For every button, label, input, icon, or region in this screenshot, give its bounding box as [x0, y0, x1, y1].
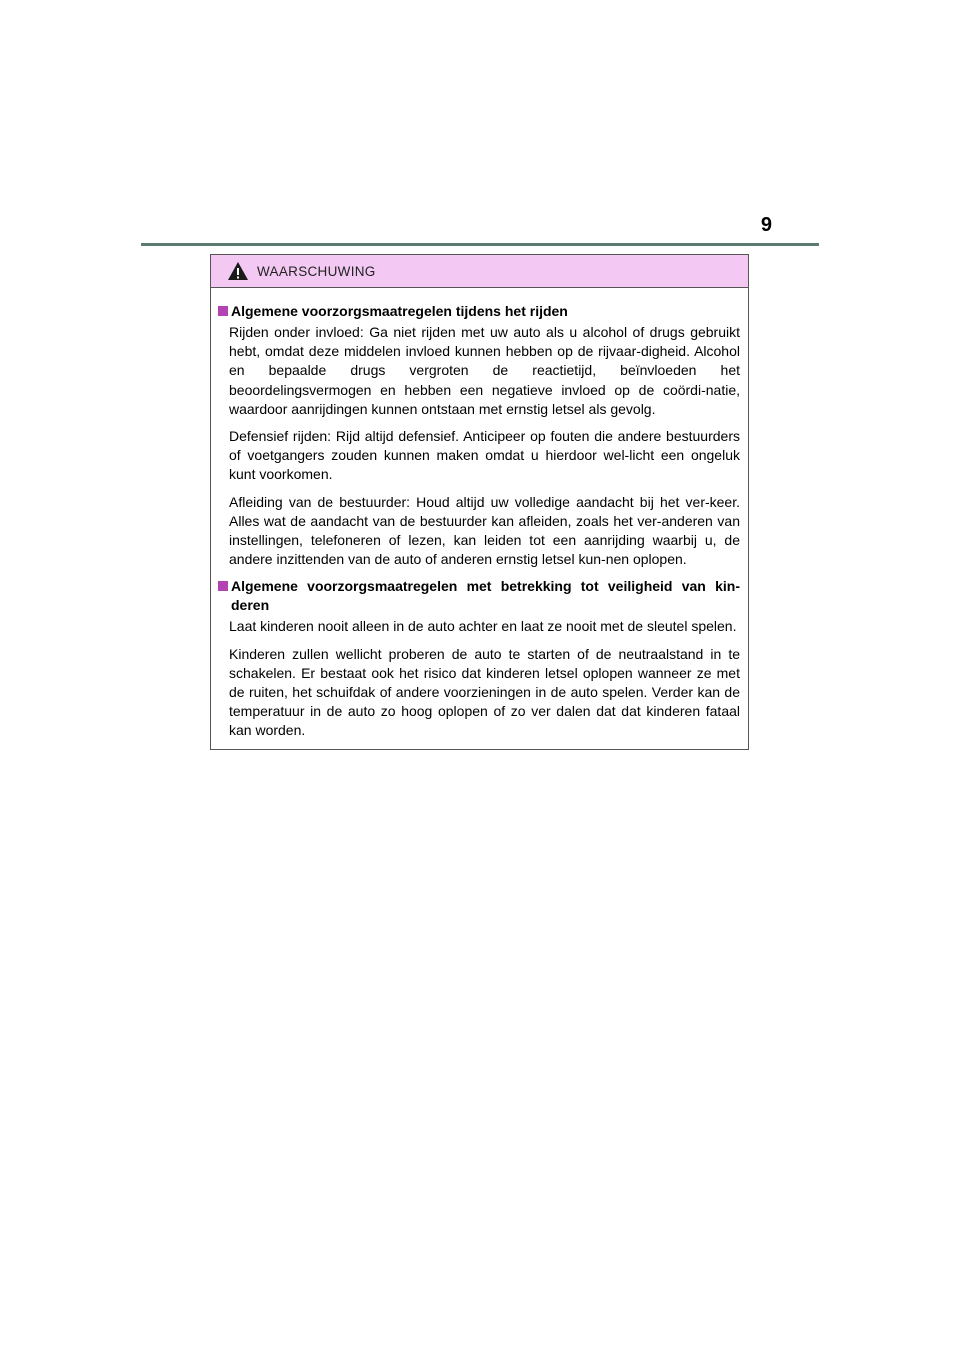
warning-title: WAARSCHUWING — [257, 263, 376, 279]
paragraph: Kinderen zullen wellicht proberen de auto te starten of de neutraalstand in te schakelen. Er bestaat ook het risico dat kinderen letsel oplopen wanneer ze met de ruiten, het schuifdak of andere voorzieningen in de auto spelen. Verder kan de temperatuur in de auto zo hoog oplopen of zo ver dalen dat dat kinderen fataal kan worden. — [229, 645, 740, 739]
section-heading-text: Algemene voorzorgsmaatregelen met betrekking tot veiligheid van kin-deren — [231, 578, 740, 614]
warning-triangle-icon — [227, 261, 249, 281]
section-child-safety — [218, 577, 740, 740]
paragraph: Defensief rijden: Rijd altijd defensief. Anticipeer op fouten die andere bestuurders of voetgangers zouden kunnen maken omdat u hierdoor wel-licht een ongeluk kunt voorkomen. — [229, 428, 740, 483]
section-heading — [218, 302, 740, 321]
warning-box — [210, 254, 749, 750]
header-rule — [141, 243, 819, 246]
page-number: 9 — [760, 214, 772, 236]
paragraph: Afleiding van de bestuurder: Houd altijd uw volledige aandacht bij het ver-keer. Alles wat de aandacht van de bestuurder kan afleiden, zoals het ver-anderen van instellingen, telefoneren of lezen, kan leiden tot een aanrijding waarbij u, de andere inzittenden van de auto of anderen ernstig letsel kun-nen oplopen. — [229, 493, 740, 568]
warning-body — [211, 288, 748, 741]
warning-header — [211, 255, 748, 288]
section-heading-text: Algemene voorzorgsmaatregelen tijdens het rijden — [231, 303, 568, 319]
paragraph: Laat kinderen nooit alleen in de auto achter en laat ze nooit met de sleutel spelen. — [229, 618, 737, 635]
paragraph: Rijden onder invloed: Ga niet rijden met uw auto als u alcohol of drugs gebruikt hebt, omdat deze middelen invloed kunnen hebben op de rijvaar-digheid. Alcohol en bepaalde drugs vergroten de reactietijd, beïnvloeden het beoordelingsvermogen en hebben een negatieve invloed op de coördi-natie, waardoor aanrijdingen kunnen ontstaan met ernstig letsel als gevolg. — [229, 324, 740, 417]
section-driving — [218, 302, 740, 569]
section-heading — [218, 577, 740, 615]
bullet-square-icon — [218, 581, 228, 591]
bullet-square-icon — [218, 306, 228, 316]
